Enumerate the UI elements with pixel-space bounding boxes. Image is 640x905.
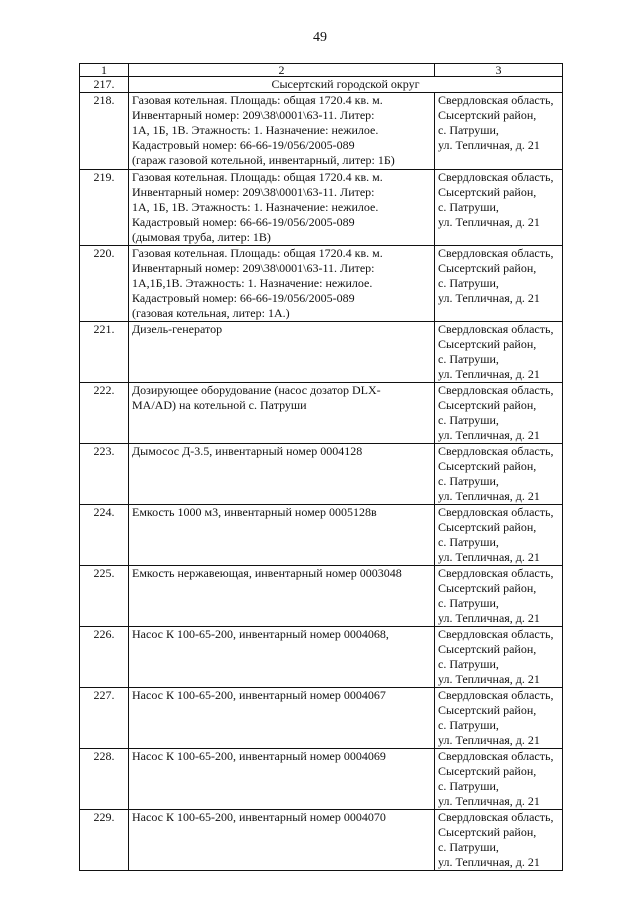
page-number: 49 xyxy=(313,30,327,45)
property-address: Свердловская область, Сысертский район, с. Патруши, ул. Тепличная, д. 21 xyxy=(435,810,563,871)
property-description: Газовая котельная. Площадь: общая 1720.4 кв. м. Инвентарный номер: 209\38\0001\63-11. Литер: 1А, 1Б, 1В. Этажность: 1. Назначение: нежилое. Кадастровый номер: 66-66-19/056/2005-089 (гараж газовой котельной, инвентарный, литер: 1Б) xyxy=(129,93,435,170)
property-address: Свердловская область, Сысертский район, с. Патруши, ул. Тепличная, д. 21 xyxy=(435,566,563,627)
row-number: 227. xyxy=(80,688,129,749)
table-body xyxy=(80,64,563,871)
property-address: Свердловская область, Сысертский район, с. Патруши, ул. Тепличная, д. 21 xyxy=(435,444,563,505)
table-row xyxy=(80,627,563,688)
table-row xyxy=(80,505,563,566)
district-row-number: 217. xyxy=(80,77,129,93)
row-number: 228. xyxy=(80,749,129,810)
row-number: 220. xyxy=(80,246,129,322)
row-number: 226. xyxy=(80,627,129,688)
row-number: 218. xyxy=(80,93,129,170)
district-row xyxy=(80,77,563,93)
row-number: 221. xyxy=(80,322,129,383)
column-header-2: 2 xyxy=(129,64,435,77)
table-row xyxy=(80,444,563,505)
property-address: Свердловская область, Сысертский район, с. Патруши, ул. Тепличная, д. 21 xyxy=(435,688,563,749)
property-description: Емкость 1000 м3, инвентарный номер 0005128в xyxy=(129,505,435,566)
property-description: Дизель-генератор xyxy=(129,322,435,383)
property-description: Газовая котельная. Площадь: общая 1720.4 кв. м. Инвентарный номер: 209\38\0001\63-11. Литер: 1А,1Б,1В. Этажность: 1. Назначение: нежилое. Кадастровый номер: 66-66-19/056/2005-089 (газовая котельная, литер: 1А.) xyxy=(129,246,435,322)
column-header-3: 3 xyxy=(435,64,563,77)
property-address: Свердловская область, Сысертский район, с. Патруши, ул. Тепличная, д. 21 xyxy=(435,627,563,688)
table-row xyxy=(80,170,563,246)
property-address: Свердловская область, Сысертский район, с. Патруши, ул. Тепличная, д. 21 xyxy=(435,383,563,444)
property-description: Газовая котельная. Площадь: общая 1720.4 кв. м. Инвентарный номер: 209\38\0001\63-11. Литер: 1А, 1Б, 1В. Этажность: 1. Назначение: нежилое. Кадастровый номер: 66-66-19/056/2005-089 (дымовая труба, литер: 1В) xyxy=(129,170,435,246)
table-row xyxy=(80,688,563,749)
property-description: Насос К 100-65-200, инвентарный номер 0004067 xyxy=(129,688,435,749)
row-number: 222. xyxy=(80,383,129,444)
column-header-1: 1 xyxy=(80,64,129,77)
property-address: Свердловская область, Сысертский район, с. Патруши, ул. Тепличная, д. 21 xyxy=(435,322,563,383)
row-number: 223. xyxy=(80,444,129,505)
property-description: Насос К 100-65-200, инвентарный номер 0004070 xyxy=(129,810,435,871)
property-description: Емкость нержавеющая, инвентарный номер 0003048 xyxy=(129,566,435,627)
table-row xyxy=(80,93,563,170)
property-description: Насос К 100-65-200, инвентарный номер 0004069 xyxy=(129,749,435,810)
table-row xyxy=(80,322,563,383)
property-description: Насос К 100-65-200, инвентарный номер 0004068, xyxy=(129,627,435,688)
property-address: Свердловская область, Сысертский район, с. Патруши, ул. Тепличная, д. 21 xyxy=(435,170,563,246)
table-row xyxy=(80,749,563,810)
property-address: Свердловская область, Сысертский район, с. Патруши, ул. Тепличная, д. 21 xyxy=(435,749,563,810)
table-row xyxy=(80,810,563,871)
property-address: Свердловская область, Сысертский район, с. Патруши, ул. Тепличная, д. 21 xyxy=(435,93,563,170)
row-number: 225. xyxy=(80,566,129,627)
table-row xyxy=(80,566,563,627)
row-number: 224. xyxy=(80,505,129,566)
column-number-header-row xyxy=(80,64,563,77)
property-address: Свердловская область, Сысертский район, с. Патруши, ул. Тепличная, д. 21 xyxy=(435,246,563,322)
table-row xyxy=(80,246,563,322)
district-title: Сысертский городской округ xyxy=(129,77,563,93)
row-number: 229. xyxy=(80,810,129,871)
table-row xyxy=(80,383,563,444)
property-registry-table xyxy=(79,63,563,871)
property-description: Дымосос Д-3.5, инвентарный номер 0004128 xyxy=(129,444,435,505)
property-description: Дозирующее оборудование (насос дозатор DLX- MA/AD) на котельной с. Патруши xyxy=(129,383,435,444)
row-number: 219. xyxy=(80,170,129,246)
property-address: Свердловская область, Сысертский район, с. Патруши, ул. Тепличная, д. 21 xyxy=(435,505,563,566)
